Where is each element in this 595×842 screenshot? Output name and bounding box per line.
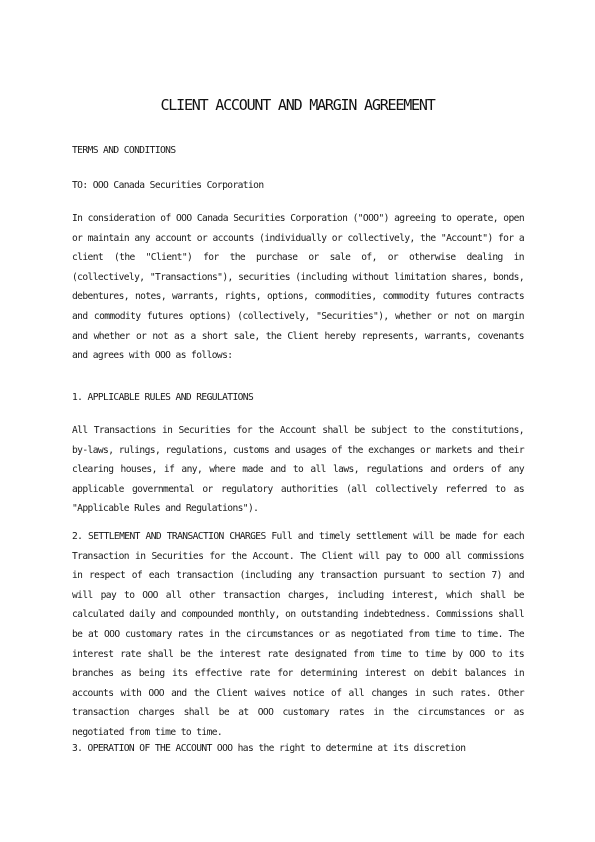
section-2-paragraph: 2. SETTLEMENT AND TRANSACTION CHARGES Full and timely settlement will be made for each Transaction in Securities for the Account. The Client will pay to OOO all commissions in respect of each transaction (including any transaction pursuant to section 7) and will pay to OOO all other transaction charges, including interest, which shall be calculated daily and compounded monthly, on outstanding indebtedness. Commissions shall be at OOO customary rates in the circumstances or as negotiated from time to time. The interest rate shall be the interest rate designated from time to time by OOO to its branches as being its effective rate for determining interest on debit balances in accounts with OOO and the Client waives notice of all changes in such rates. Other transaction charges shall be at OOO customary rates in the circumstances or as negotiated from time to time. — [72, 531, 524, 738]
intro-paragraph: In consideration of OOO Canada Securities Corporation ("OOO") agreeing to operate, open or maintain any account or accounts (individually or collectively, the "Account") for a client (the "Client") for the purchase or sale of, or otherwise dealing in (collectively, "Transactions"), securities (including without limitation shares, bonds, debentures, notes, warrants, rights, options, commodities, commodity futures contracts and commodity futures options) (collectively, "Securities"), whether or not on margin and whether or not as a short sale, the Client hereby represents, warrants, covenants and agrees with OOO as follows: — [72, 213, 524, 362]
addressee-line: TO: OOO Canada Securities Corporation — [72, 180, 264, 191]
section-3-paragraph: 3. OPERATION OF THE ACCOUNT OOO has the right to determine at its discretion — [72, 743, 466, 754]
section-1-paragraph: All Transactions in Securities for the Account shall be subject to the constitutions, by-laws, rulings, regulations, customs and usages of the exchanges or markets and their clearing houses, if any, where made and to all laws, regulations and orders of any applicable governmental or regulatory authorities (all collectively referred to as "Applicable Rules and Regulations"). — [72, 425, 524, 515]
section-1-heading: 1. APPLICABLE RULES AND REGULATIONS — [72, 392, 254, 403]
document-title: CLIENT ACCOUNT AND MARGIN AGREEMENT — [160, 96, 435, 114]
document-subtitle: TERMS AND CONDITIONS — [72, 145, 176, 156]
